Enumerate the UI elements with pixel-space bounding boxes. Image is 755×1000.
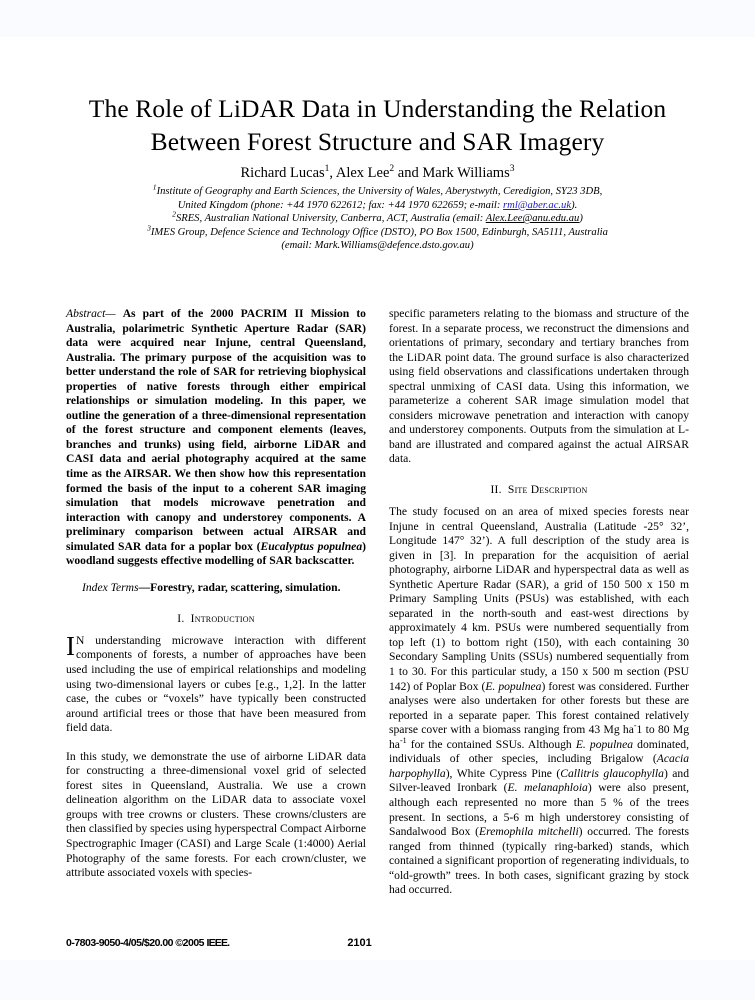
author-list xyxy=(70,164,685,183)
site-text-j: ) occurred. The forests ranged from thinned (typically ring-barked) stands, which contained a significant proportion of regenerating individuals, to “old-growth” trees. In both cases, significant grazing by stock had occurred. xyxy=(389,825,689,897)
affiliation-1-line-2 xyxy=(70,199,685,213)
site-text-d: to 80 Mg ha xyxy=(389,723,689,751)
affiliation-marker-1: 1 xyxy=(152,182,157,192)
site-text-b: ) forest was considered. Further analyses were also undertaken for other forests but these are reported in a separate paper. This forest contained relatively sparse cover with a biomass ranging from 43 Mg ha xyxy=(389,679,689,737)
paper-page xyxy=(0,37,755,960)
species-e-populnea-1: E. populnea xyxy=(485,679,542,693)
affiliation-1-contact-post: ). xyxy=(571,199,578,211)
abstract-label: Abstract— xyxy=(66,307,123,320)
section-title-1: Introduction xyxy=(190,611,255,625)
affiliation-marker-3: 3 xyxy=(147,223,151,233)
site-text-f: dominated, individuals of other species, including Brigalow ( xyxy=(389,737,689,766)
copyright-notice xyxy=(66,937,229,949)
author-affil-marker-2: 2 xyxy=(389,164,395,175)
affiliation-1-text: Institute of Geography and Earth Sciences, the University of Wales, Aberystwyth, Ceredigion, SY23 3DB, xyxy=(156,186,603,197)
affiliation-2-post: ) xyxy=(579,213,583,225)
site-text-c: 1 xyxy=(636,723,643,737)
section-heading-site-description xyxy=(389,483,689,496)
section-numeral-1: I. xyxy=(177,611,185,625)
section-heading-introduction xyxy=(66,612,366,625)
biomass-unit-exponent-b: -1 xyxy=(399,735,407,745)
species-e-populnea-2: E. populnea xyxy=(575,737,634,751)
author-separator-2: and xyxy=(394,165,423,181)
email-link-lucas[interactable]: rml@aber.ac.uk xyxy=(503,199,572,211)
page-title: The Role of LiDAR Data in Understanding the Relation Between Forest Structure and SAR Imagery xyxy=(88,94,667,156)
index-terms-text: —Forestry, radar, scattering, simulation. xyxy=(138,581,341,595)
intro-paragraph-2-continued: specific parameters relating to the biomass and structure of the forest. In a separate process, we reconstruct the dimensions and orientations of primary, secondary and tertiary branches from the LiDAR point data. The ground surface is also characterized using field observations and classifications undertaken through spectral unmixing of CASI data. Using this information, we parameterize a coherent SAR image simulation model that considers microwave penetration and interaction with canopy and understorey components. Outputs from the simulation at L-band are illustrated and compared against the actual AIRSAR data. xyxy=(389,307,689,466)
column-right xyxy=(389,307,689,912)
author-name-2: Alex Lee xyxy=(335,165,390,181)
site-text-g: ), White Cypress Pine ( xyxy=(445,766,561,780)
intro-paragraph-2: In this study, we demonstrate the use of airborne LiDAR data for constructing a three-dimensional voxel grid of selected forest sites in Queensland, Australia. We use a crown delineation algorithm on the LiDAR data to associate voxel groups with tree crowns or clusters. These crowns/clusters are then classified by species using hyperspectral Compact Airborne Spectrographic Imager (CASI) and Large Scale (1:4000) Aerial Photography of the same forests. For each crown/cluster, we attribute associated voxels with species- xyxy=(66,749,366,880)
index-terms-paragraph xyxy=(66,581,366,596)
species-callitris-glaucophylla: Callitris glaucophylla xyxy=(560,766,664,780)
species-acacia-harpophylla: Acacia harpophylla xyxy=(389,752,689,780)
page-footer xyxy=(0,937,755,949)
section-title-2: Site Description xyxy=(507,483,588,497)
author-separator-1: , xyxy=(329,165,336,181)
biomass-unit-exponent-a: - xyxy=(633,721,637,731)
index-terms-label: Index Terms xyxy=(82,581,139,595)
author-affil-marker-1: 1 xyxy=(324,164,330,175)
site-text-a: The study focused on an area of mixed species forests near Injune in central Queensland, Australia (Latitude -25° 32’, Longitude 147° 32’). A full description of the study area is given in [3]. In preparation for the acquisition of aerial photography, airborne LiDAR and hyperspectral data as well as Synthetic Aperture Radar (SAR), a grid of 150 500 x 150 m Primary Sampling Units (PSUs) was established, with each separated in the north-south and east-west directions by approximately 4 km. PSUs were numbered sequentially from top left (1) to bottom right (150), with each containing 30 Secondary Sampling Units (SSUs) numbered sequentially from 1 to 30. For this particular study, a 150 x 500 m section (PSU 142) of Poplar Box ( xyxy=(389,505,689,693)
abstract-text-2: ) woodland suggests effective modelling of SAR backscatter. xyxy=(66,539,366,568)
abstract-paragraph xyxy=(66,307,366,569)
author-name-3: Mark Williams xyxy=(422,165,510,181)
site-text-i: ) were also present, although each represented no more than 5 % of the trees present. In sections, a 5-6 m high understorey consisting of Sandalwood Box ( xyxy=(389,781,690,839)
drop-cap-letter: I xyxy=(66,630,75,661)
author-name-1: Richard Lucas xyxy=(240,165,325,181)
column-left xyxy=(66,307,366,912)
abstract-species-name: Eucalyptus populnea xyxy=(260,539,363,553)
site-text-h: ) and Silver-leaved Ironbark ( xyxy=(389,766,690,795)
abstract-text-1: As part of the 2000 PACRIM II Mission to Australia, polarimetric Synthetic Aperture Radar (SAR) data were acquired near Injune, central Queensland, Australia. The primary purpose of the acquisition was to better understand the role of SAR for retrieving biophysical properties of native forests through either empirical relationships or simulation modeling. In this paper, we outline the generation of a three-dimensional representation of the forest structure and component elements (leaves, branches and trunks) using field, airborne LiDAR and CASI data and aerial photography acquired at the same time as the AIRSAR. We then show how this representation formed the basis of the input to a coherent SAR imaging simulation that models microwave penetration and interaction with canopy and understorey components. A preliminary comparison between actual AIRSAR and simulated SAR data for a poplar box ( xyxy=(66,307,366,553)
section-numeral-2: II. xyxy=(490,483,502,497)
affiliation-2-line-1 xyxy=(70,209,685,226)
site-text-e: for the contained SSUs. Although xyxy=(406,737,576,751)
affiliation-1-line-1 xyxy=(70,182,685,199)
intro-smallcap-letter: N xyxy=(76,633,85,647)
intro-paragraph-1-text: understanding microwave interaction with different components of forests, a number of approaches have been used including the use of empirical relationships and modeling using two-dimensional layers or cubes [e.g., 1,2]. In the latter case, the cubes or “voxels” have typically been constructed around artificial trees or those that have been measured from field data. xyxy=(66,633,366,735)
species-e-melanaphloia: E. melanaphloia xyxy=(507,781,588,795)
title-block xyxy=(0,37,755,253)
species-eremophila-mitchelli: Eremophila mitchelli xyxy=(479,825,579,839)
author-affil-marker-3: 3 xyxy=(509,164,515,175)
affiliation-marker-2: 2 xyxy=(172,209,176,219)
publisher-name: IEEE. xyxy=(206,937,230,949)
affiliation-3-text: IMES Group, Defence Science and Technology Office (DSTO), PO Box 1500, Edinburgh, SA5111, Australia xyxy=(150,226,608,238)
affiliation-list xyxy=(70,182,685,253)
page-number: 2101 xyxy=(347,937,372,949)
intro-paragraph-1 xyxy=(66,630,366,736)
affiliation-2-text: SRES, Australian National University, Canberra, ACT, Australia (email: xyxy=(175,213,486,225)
affiliation-1-contact-pre: United Kingdom (phone: +44 1970 622612; fax: +44 1970 622659; e-mail: xyxy=(177,199,504,211)
body-columns xyxy=(0,307,755,912)
affiliation-3-line-2: (email: Mark.Williams@defence.dsto.gov.au) xyxy=(281,240,474,252)
site-description-paragraph xyxy=(389,505,689,898)
affiliation-3-line-1 xyxy=(70,223,685,240)
email-text-lee: Alex.Lee@anu.edu.au xyxy=(485,213,580,225)
copyright-text: 0-7803-9050-4/05/$20.00 ©2005 xyxy=(66,937,207,949)
